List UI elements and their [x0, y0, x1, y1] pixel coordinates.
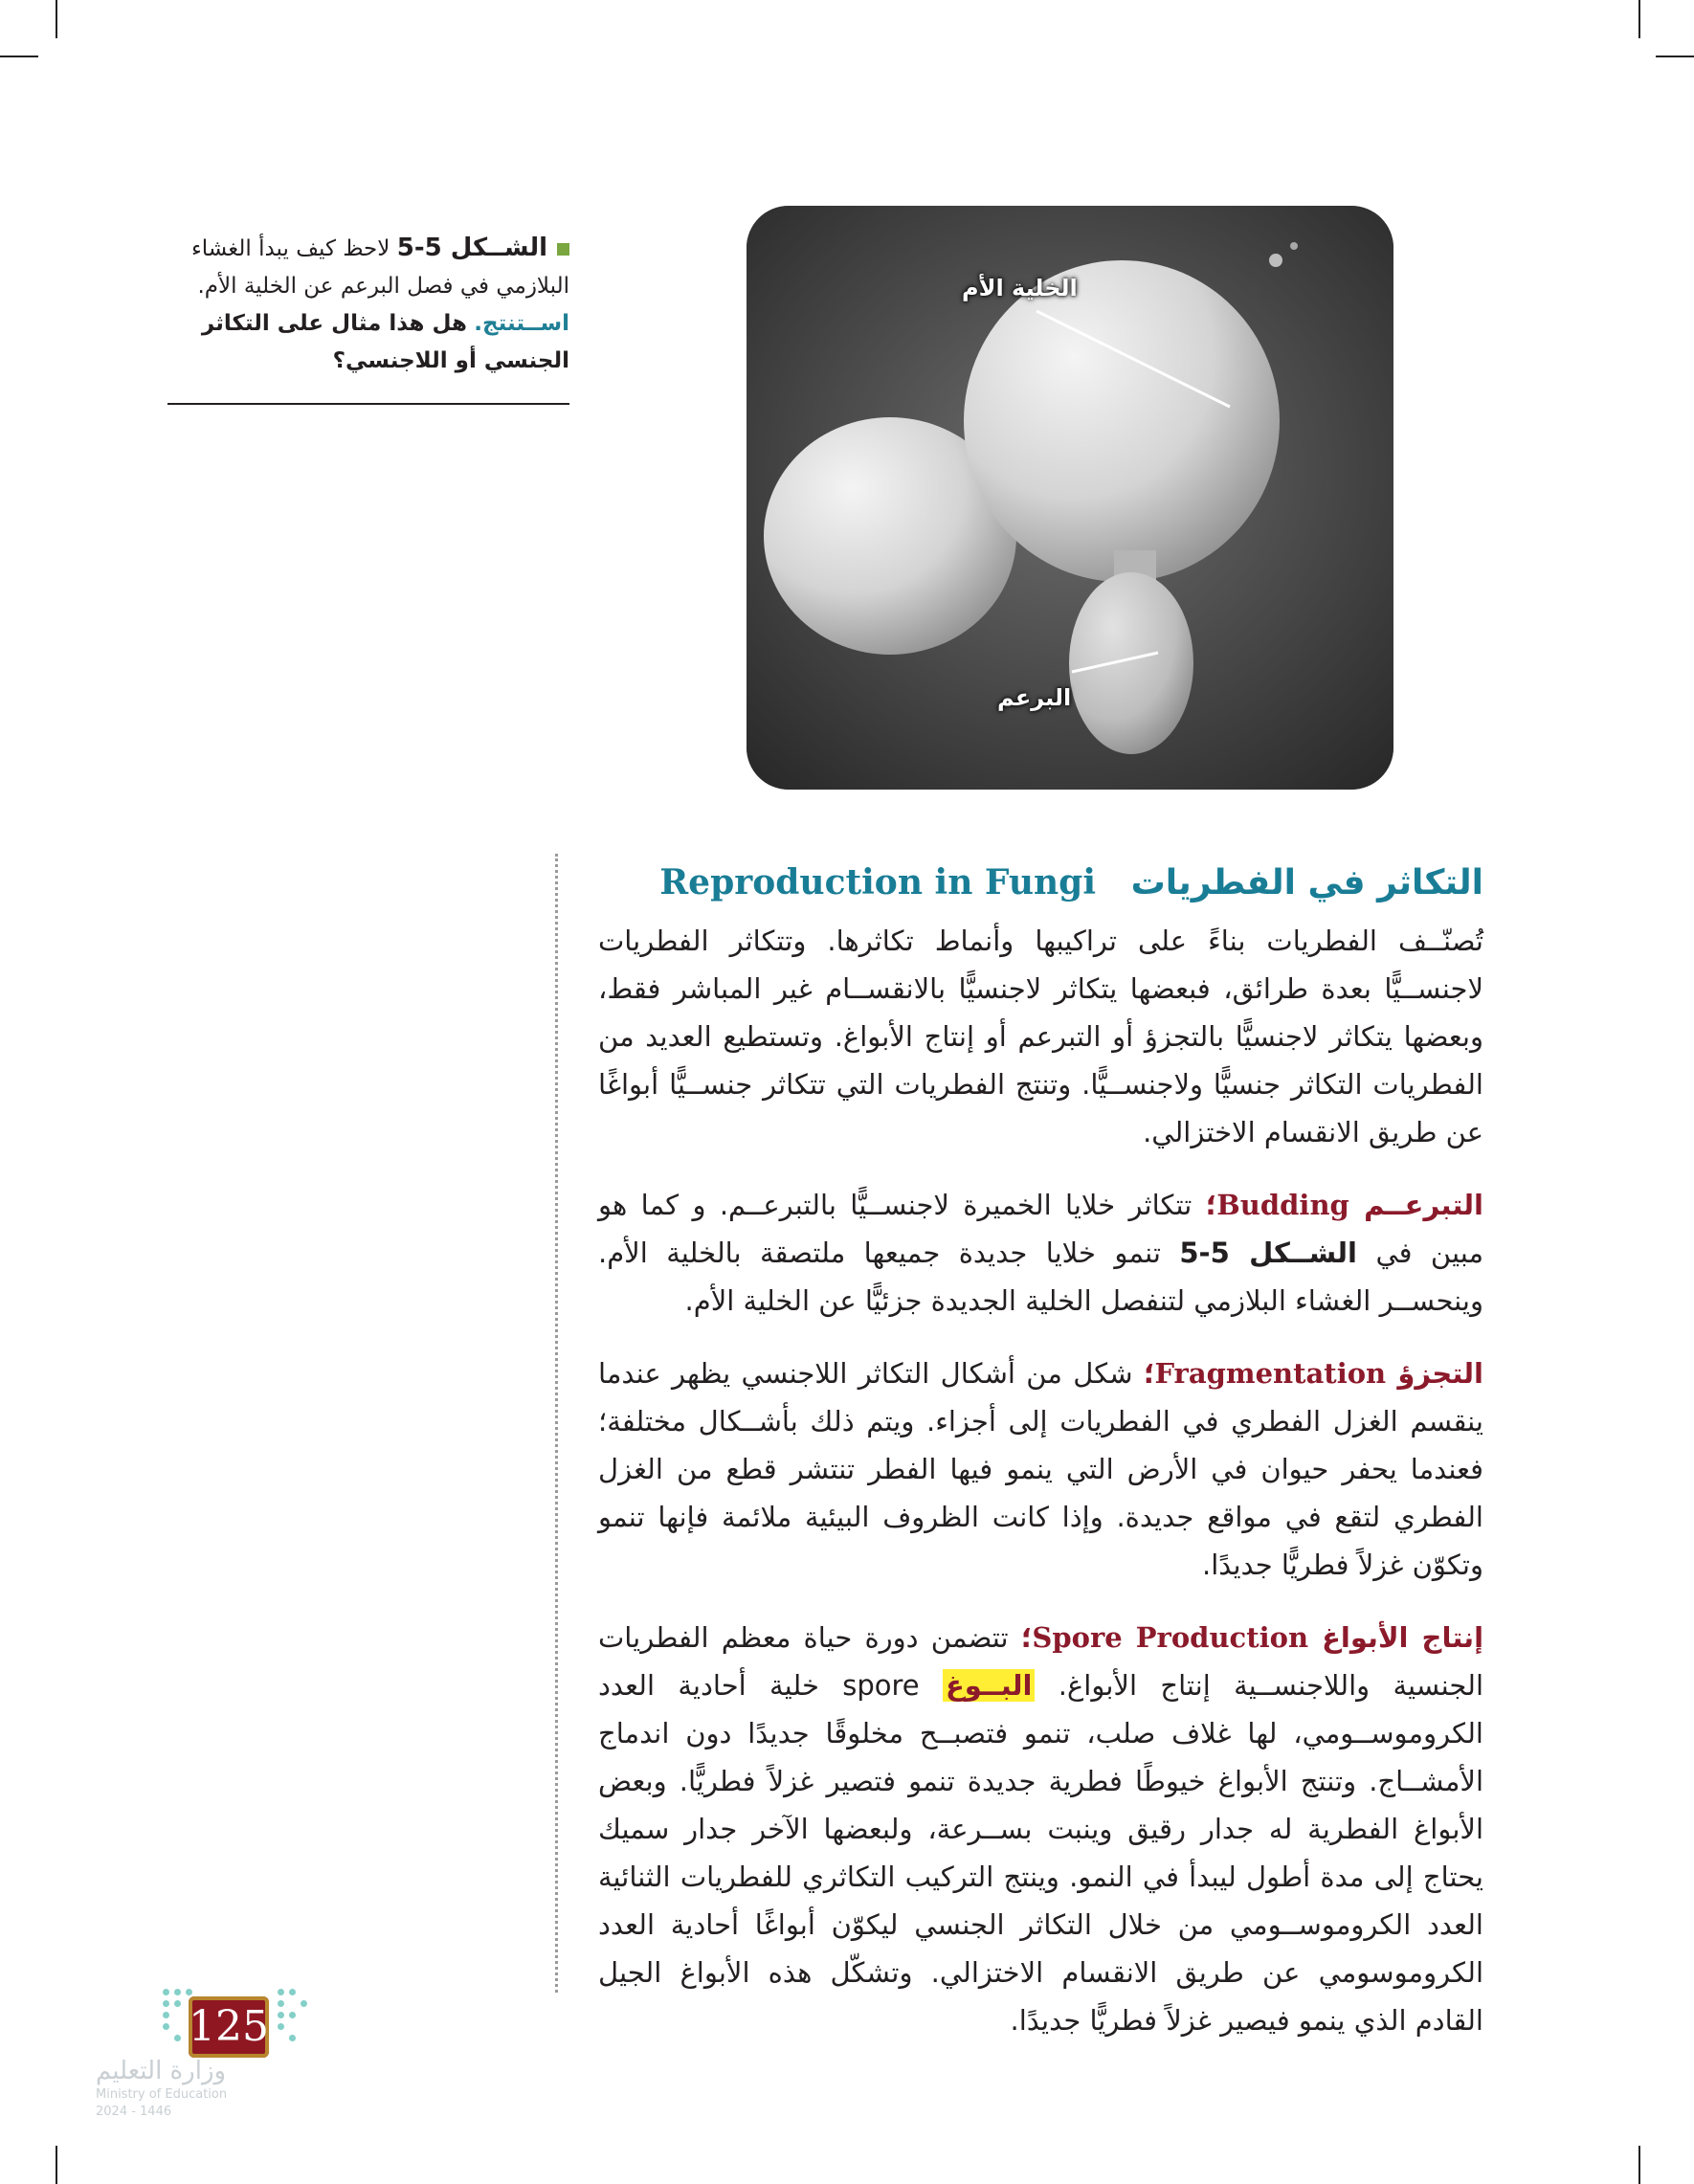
yeast-budding-micrograph	[747, 206, 1393, 790]
mother-cell	[964, 260, 1280, 582]
section-title-ar: التكاثر في الفطريات	[1130, 863, 1483, 903]
page-number: 125	[189, 1996, 269, 2058]
figure-caption	[167, 230, 569, 380]
intro-paragraph: تُصنّــف الفطريات بناءً على تراكيبها وأنماط تكاثرها. وتتكاثر الفطريات لاجنســيًّا بعدة طرائق، فبعضها يتكاثر لاجنسيًّا بالانقســام غير المباشر فقط، وبعضها يتكاثر لاجنسيًّا بالتجزؤ أو التبرعم أو إنتاج الأبواغ. وتستطيع العديد من الفطريات التكاثر جنسيًّا ولاجنســيًّا. وتنتج الفطريات التي تتكاثر جنســيًّا أبواغًا عن طريق الانقسام الاختزالي.	[598, 925, 1483, 1148]
bud-cell	[1069, 572, 1193, 754]
spore-paragraph: إنتاج الأبواغ Spore Production؛ تتضمن دورة حياة معظم الفطريات الجنسية واللاجنســية إنتاج الأبواغ. البــوغ spore خلية أحادية العدد الكروموســومي، لها غلاف صلب، تنمو فتصبــح مخلوقًا جديدًا دون اندماج الأمشــاج. وتنتج الأبواغ خيوطًا فطرية جديدة تنمو فتصير غزلاً فطريًّا. وبعض الأبواغ الفطرية له جدار رقيق وينبت بســرعة، ولبعضها الآخر جدار سميك يحتاج إلى مدة أطول ليبدأ في النمو. وينتج التركيب التكاثري للفطريات الثنائية العدد الكروموســومي من خلال التكاثر الجنسي ليكوّن أبواغًا أحادية العدد الكروموسومي عن طريق الانقسام الاختزالي. وتشكّل هذه الأبواغ الجيل القادم الذي ينمو فيصير غزلاً فطريًّا جديدًا.	[598, 1621, 1484, 2037]
figure-reference: الشــكل 5-5	[1179, 1237, 1357, 1269]
crop-mark	[56, 0, 57, 38]
fragmentation-term: التجزؤ Fragmentation؛	[1143, 1357, 1483, 1390]
caption-infer-label: اســتنتج.	[474, 311, 569, 336]
budding-term: التبرعــم Budding؛	[1205, 1189, 1483, 1221]
caption-text: لاحظ كيف يبدأ الغشاء البلازمي في فصل البرعم عن الخلية الأم.	[190, 236, 569, 299]
section-body	[598, 857, 1483, 2069]
spore-highlight: البــوغ	[943, 1669, 1035, 1702]
crop-mark	[0, 56, 38, 57]
crop-mark	[56, 2146, 57, 2184]
budding-paragraph: التبرعــم Budding؛ تتكاثر خلايا الخميرة لاجنســيًّا بالتبرعــم. و كما هو مبين في الشــكل 5-5 تنمو خلايا جديدة جميعها ملتصقة بالخلية الأم. وينحســر الغشاء البلازمي لتنفصل الخلية الجديدة جزئيًّا عن الخلية الأم.	[598, 1189, 1484, 1317]
column-divider	[555, 854, 558, 1993]
label-mother-cell: الخلية الأم	[962, 275, 1078, 301]
section-title-en: Reproduction in Fungi	[659, 862, 1097, 903]
caption-underline	[167, 403, 569, 405]
caption-figure-label: الشــكل 5-5	[396, 234, 547, 262]
crop-mark	[1638, 2146, 1640, 2184]
edition-year: 2024 - 1446	[96, 2105, 172, 2119]
crop-mark	[1638, 0, 1640, 38]
label-bud: البرعم	[997, 684, 1072, 711]
spore-production-term: إنتاج الأبواغ Spore Production؛	[1020, 1621, 1484, 1654]
ministry-name-en: Ministry of Education	[96, 2087, 228, 2102]
crop-mark	[1656, 56, 1694, 57]
section-title	[598, 857, 1483, 909]
fragmentation-paragraph: التجزؤ Fragmentation؛ شكل من أشكال التكاثر اللاجنسي يظهر عندما ينقسم الغزل الفطري في الفطريات إلى أجزاء. ويتم ذلك بأشــكال مختلفة؛ فعندما يحفر حيوان في الأرض التي ينمو فيها الفطر تنتشر قطع من الغزل الفطري لتقع في مواقع جديدة. وإذا كانت الظروف البيئية ملائمة فإنها تنمو وتكوّن غزلاً فطريًّا جديدًا.	[598, 1357, 1483, 1581]
caption-question: هل هذا مثال على التكاثر الجنسي أو اللاجنسي؟	[201, 311, 569, 373]
spore-en: spore	[842, 1669, 920, 1702]
ministry-name-ar: وزارة التعليم	[96, 2057, 227, 2085]
ministry-logo	[96, 2056, 249, 2121]
caption-bullet-icon	[557, 243, 569, 256]
